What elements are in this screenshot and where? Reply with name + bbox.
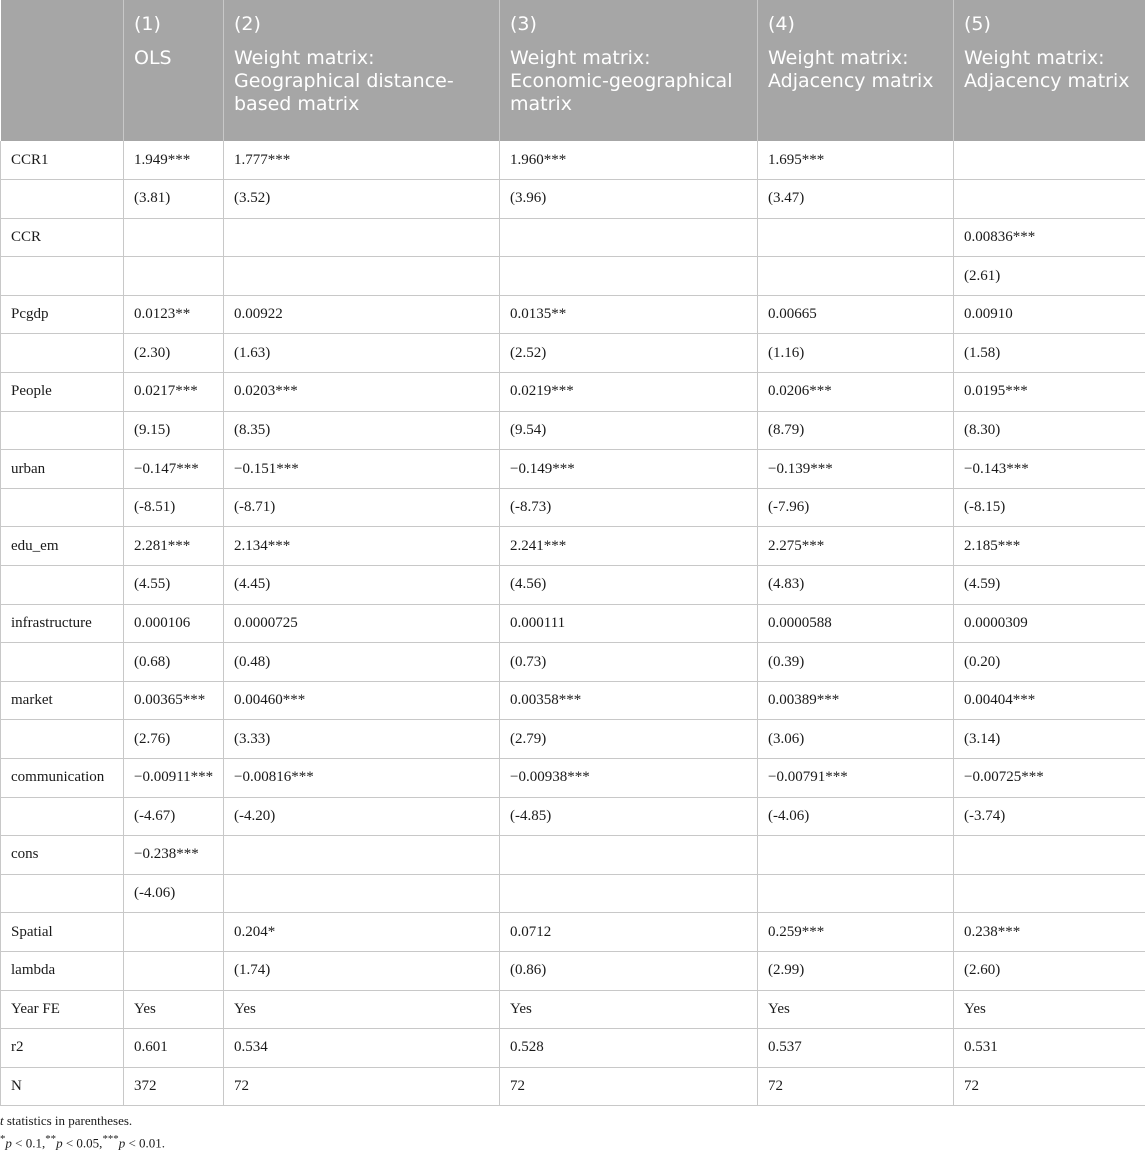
table-row: [1, 913, 1145, 952]
row-label-cell: [1, 411, 124, 450]
value-cell: 0.00665: [758, 295, 954, 334]
value-cell: (0.20): [954, 643, 1145, 682]
value-cell: 1.960***: [500, 141, 758, 180]
value-cell: [954, 180, 1145, 219]
value-cell: (2.30): [124, 334, 224, 373]
value-cell: 0.528: [500, 1029, 758, 1068]
table-row: [1, 759, 1145, 798]
value-cell: (0.73): [500, 643, 758, 682]
value-cell: Yes: [124, 990, 224, 1029]
table-row: [1, 527, 1145, 566]
value-cell: 0.0203***: [224, 373, 500, 412]
note-significance: *p < 0.1,**p < 0.05,***p < 0.01.: [0, 1130, 165, 1152]
value-cell: (4.45): [224, 566, 500, 605]
value-cell: (4.56): [500, 566, 758, 605]
value-cell: (3.52): [224, 180, 500, 219]
value-cell: 0.0000588: [758, 604, 954, 643]
value-cell: 0.204*: [224, 913, 500, 952]
row-label-cell: r2: [1, 1029, 124, 1068]
row-label-cell: [1, 797, 124, 836]
value-cell: 0.00460***: [224, 681, 500, 720]
table-row: [1, 874, 1145, 913]
value-cell: 0.531: [954, 1029, 1145, 1068]
value-cell: 0.0000725: [224, 604, 500, 643]
value-cell: (3.47): [758, 180, 954, 219]
table-row: [1, 681, 1145, 720]
table-row: [1, 566, 1145, 605]
row-label-cell: Pcgdp: [1, 295, 124, 334]
table-row: [1, 373, 1145, 412]
value-cell: (-3.74): [954, 797, 1145, 836]
value-cell: (9.54): [500, 411, 758, 450]
value-cell: (1.58): [954, 334, 1145, 373]
value-cell: 372: [124, 1067, 224, 1106]
value-cell: (1.74): [224, 951, 500, 990]
header-row-labels: [1, 40, 1145, 141]
value-cell: 1.949***: [124, 141, 224, 180]
table-row: [1, 180, 1145, 219]
value-cell: (4.55): [124, 566, 224, 605]
value-cell: (3.81): [124, 180, 224, 219]
value-cell: −0.00911***: [124, 759, 224, 798]
value-cell: 0.000106: [124, 604, 224, 643]
value-cell: 72: [954, 1067, 1145, 1106]
header-number-cell: (3): [500, 0, 758, 40]
value-cell: Yes: [954, 990, 1145, 1029]
header-number-cell: (4): [758, 0, 954, 40]
table-row: [1, 951, 1145, 990]
value-cell: (-4.06): [758, 797, 954, 836]
value-cell: (3.96): [500, 180, 758, 219]
header-label-cell: Weight matrix: Geographical distance-based matrix: [224, 40, 500, 141]
value-cell: 0.00404***: [954, 681, 1145, 720]
value-cell: 2.134***: [224, 527, 500, 566]
value-cell: (1.63): [224, 334, 500, 373]
table-row: [1, 797, 1145, 836]
value-cell: Yes: [500, 990, 758, 1029]
table-row: [1, 643, 1145, 682]
value-cell: −0.151***: [224, 450, 500, 489]
value-cell: −0.00791***: [758, 759, 954, 798]
value-cell: [758, 257, 954, 296]
row-label-cell: edu_em: [1, 527, 124, 566]
row-label-cell: [1, 874, 124, 913]
value-cell: −0.00938***: [500, 759, 758, 798]
table-row: [1, 218, 1145, 257]
row-label-cell: infrastructure: [1, 604, 124, 643]
value-cell: 0.534: [224, 1029, 500, 1068]
value-cell: −0.149***: [500, 450, 758, 489]
value-cell: 0.00365***: [124, 681, 224, 720]
table-row: [1, 257, 1145, 296]
value-cell: −0.139***: [758, 450, 954, 489]
value-cell: (0.86): [500, 951, 758, 990]
value-cell: 0.0195***: [954, 373, 1145, 412]
header-number-cell: (5): [954, 0, 1145, 40]
value-cell: 0.0219***: [500, 373, 758, 412]
value-cell: (3.14): [954, 720, 1145, 759]
value-cell: 0.0000309: [954, 604, 1145, 643]
value-cell: (-4.06): [124, 874, 224, 913]
value-cell: 0.000111: [500, 604, 758, 643]
value-cell: (-8.71): [224, 488, 500, 527]
value-cell: 0.0217***: [124, 373, 224, 412]
value-cell: (0.68): [124, 643, 224, 682]
value-cell: 0.601: [124, 1029, 224, 1068]
value-cell: −0.00725***: [954, 759, 1145, 798]
value-cell: (9.15): [124, 411, 224, 450]
row-label-cell: CCR: [1, 218, 124, 257]
value-cell: (8.35): [224, 411, 500, 450]
header-number-cell: (1): [124, 0, 224, 40]
value-cell: [224, 836, 500, 875]
value-cell: [500, 257, 758, 296]
value-cell: 0.0135**: [500, 295, 758, 334]
header-row-numbers: [1, 0, 1145, 40]
value-cell: [954, 141, 1145, 180]
table-row: [1, 990, 1145, 1029]
table-notes: [0, 1111, 165, 1152]
value-cell: (2.52): [500, 334, 758, 373]
row-label-cell: People: [1, 373, 124, 412]
value-cell: (1.16): [758, 334, 954, 373]
row-label-cell: urban: [1, 450, 124, 489]
value-cell: (2.60): [954, 951, 1145, 990]
header-label-cell: Weight matrix: Adjacency matrix: [758, 40, 954, 141]
value-cell: −0.143***: [954, 450, 1145, 489]
value-cell: 0.0123**: [124, 295, 224, 334]
value-cell: −0.238***: [124, 836, 224, 875]
table-row: [1, 720, 1145, 759]
value-cell: 0.00922: [224, 295, 500, 334]
value-cell: 0.0712: [500, 913, 758, 952]
value-cell: [758, 836, 954, 875]
row-label-cell: [1, 643, 124, 682]
row-label-cell: [1, 257, 124, 296]
table-row: [1, 1029, 1145, 1068]
value-cell: [758, 874, 954, 913]
value-cell: [124, 913, 224, 952]
row-label-cell: [1, 334, 124, 373]
value-cell: 2.241***: [500, 527, 758, 566]
table-header: [1, 0, 1145, 141]
value-cell: [758, 218, 954, 257]
table-row: [1, 488, 1145, 527]
table-row: [1, 141, 1145, 180]
value-cell: 72: [758, 1067, 954, 1106]
value-cell: 0.00389***: [758, 681, 954, 720]
value-cell: (8.30): [954, 411, 1145, 450]
value-cell: −0.147***: [124, 450, 224, 489]
value-cell: 72: [500, 1067, 758, 1106]
row-label-cell: [1, 566, 124, 605]
value-cell: [124, 951, 224, 990]
row-label-cell: cons: [1, 836, 124, 875]
table-row: [1, 604, 1145, 643]
table-row: [1, 295, 1145, 334]
value-cell: [954, 836, 1145, 875]
row-label-cell: CCR1: [1, 141, 124, 180]
row-label-cell: market: [1, 681, 124, 720]
header-label-cell: Weight matrix: Economic-geographical matrix: [500, 40, 758, 141]
value-cell: 1.777***: [224, 141, 500, 180]
value-cell: (4.83): [758, 566, 954, 605]
value-cell: (-4.20): [224, 797, 500, 836]
row-label-cell: lambda: [1, 951, 124, 990]
row-label-cell: [1, 180, 124, 219]
value-cell: (8.79): [758, 411, 954, 450]
value-cell: 0.259***: [758, 913, 954, 952]
row-label-cell: Spatial: [1, 913, 124, 952]
header-label-cell: [1, 40, 124, 141]
table-row: [1, 334, 1145, 373]
header-label-cell: Weight matrix: Adjacency matrix: [954, 40, 1145, 141]
value-cell: (-8.15): [954, 488, 1145, 527]
value-cell: [500, 218, 758, 257]
value-cell: (3.33): [224, 720, 500, 759]
value-cell: Yes: [758, 990, 954, 1029]
value-cell: (-4.67): [124, 797, 224, 836]
value-cell: (-4.85): [500, 797, 758, 836]
value-cell: (-7.96): [758, 488, 954, 527]
header-number-cell: (2): [224, 0, 500, 40]
value-cell: 0.00910: [954, 295, 1145, 334]
value-cell: 0.238***: [954, 913, 1145, 952]
value-cell: [500, 836, 758, 875]
value-cell: (2.99): [758, 951, 954, 990]
table-row: [1, 836, 1145, 875]
value-cell: (2.61): [954, 257, 1145, 296]
value-cell: [224, 257, 500, 296]
value-cell: (2.76): [124, 720, 224, 759]
table-row: [1, 1067, 1145, 1106]
value-cell: 2.281***: [124, 527, 224, 566]
value-cell: 1.695***: [758, 141, 954, 180]
value-cell: [124, 257, 224, 296]
value-cell: Yes: [224, 990, 500, 1029]
value-cell: 2.275***: [758, 527, 954, 566]
row-label-cell: N: [1, 1067, 124, 1106]
table-row: [1, 411, 1145, 450]
table-row: [1, 450, 1145, 489]
value-cell: (4.59): [954, 566, 1145, 605]
value-cell: (0.48): [224, 643, 500, 682]
value-cell: [954, 874, 1145, 913]
value-cell: [124, 218, 224, 257]
value-cell: (-8.51): [124, 488, 224, 527]
row-label-cell: [1, 488, 124, 527]
value-cell: (3.06): [758, 720, 954, 759]
table-body: [1, 141, 1145, 1106]
value-cell: (2.79): [500, 720, 758, 759]
value-cell: (0.39): [758, 643, 954, 682]
value-cell: [224, 874, 500, 913]
value-cell: 0.00836***: [954, 218, 1145, 257]
note-t-statistics: t statistics in parentheses.: [0, 1111, 165, 1130]
value-cell: [500, 874, 758, 913]
row-label-cell: [1, 720, 124, 759]
value-cell: (-8.73): [500, 488, 758, 527]
value-cell: 0.00358***: [500, 681, 758, 720]
row-label-cell: Year FE: [1, 990, 124, 1029]
value-cell: 2.185***: [954, 527, 1145, 566]
header-number-cell: [1, 0, 124, 40]
value-cell: 0.0206***: [758, 373, 954, 412]
value-cell: −0.00816***: [224, 759, 500, 798]
value-cell: 72: [224, 1067, 500, 1106]
header-label-cell: OLS: [124, 40, 224, 141]
value-cell: [224, 218, 500, 257]
value-cell: 0.537: [758, 1029, 954, 1068]
row-label-cell: communication: [1, 759, 124, 798]
